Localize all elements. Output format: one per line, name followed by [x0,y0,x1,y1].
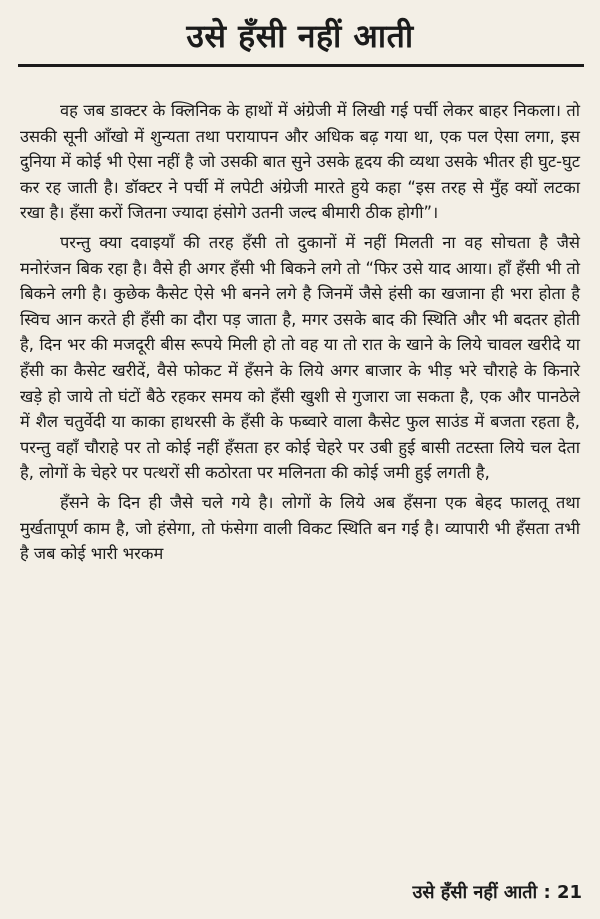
page-footer: उसे हँसी नहीं आती : 21 [412,882,582,903]
paragraph-1: वह जब डाक्टर के क्लिनिक के हाथों में अंग्रेजी में लिखी गई पर्ची लेकर बाहर निकला। तो उसकी सूनी आँखो में शुन्यता तथा परायापन और अधिक बढ़ गया था, एक पल ऐसा लगा, इस दुनिया में कोई भी ऐसा नहीं है जो उसकी बात सुने उसके हृदय की व्यथा उसके भीतर ही घुट-घुट कर रह जाती है। डॉक्टर ने पर्ची में लपेटी अंग्रेजी मारते हुये कहा “इस तरह से मुँह क्यों लटका रखा है। हँसा करों जितना ज्यादा हंसोगे उतनी जल्द बीमारी ठीक होगी”। [20,101,580,223]
body-text [20,98,580,571]
title-underline [18,64,584,67]
paragraph-3: हँसने के दिन ही जैसे चले गये है। लोगों के लिये अब हँसना एक बेहद फालतू तथा मुर्खतापूर्ण काम है, जो हंसेगा, तो फंसेगा वाली विकट स्थिति बन गई है। व्यापारी भी हँसता तभी है जब कोई भारी भरकम [20,492,580,564]
paragraph-2: परन्तु क्या दवाइयाँ की तरह हँसी तो दुकानों में नहीं मिलती ना वह सोचता है जैसे मनोरंजन बिक रहा है। वैसे ही अगर हँसी भी बिकने लगे तो “फिर उसे याद आया। हाँ हँसी भी तो बिकने लगी है। कुछेक कैसेट ऐसे भी बनने लगे है जिनमें जैसे हंसी का खजाना ही भरा होता है स्विच आन करते ही हँसी का दौरा पड़ जाता है, मगर उसके बाद की स्थिति और भी बदतर होती है, दिन भर की मजदूरी बीस रूपये मिली हो तो वह या तो रात के खाने के लिये चावल खरीदे या हँसी का कैसेट खरीदें, वैसे फोकट में हँसने के लिये अगर बाजार के भीड़ भरे चौराहे के किनारे खड़े हो जाये तो घंटों बैठे रहकर समय को हँसी खुशी से गुजारा जा सकता है, एक और पानठेले में शैल चतुर्वेदी या काका हाथरसी के हँसी के फब्वारे वाला कैसेट फुल साउंड में बजता रहता है, परन्तु वहाँ चौराहे पर तो कोई नहीं हँसता हर कोई चेहरे पर उबी हुई बासी तटस्ता लिये चल देता है, लोगों के चेहरे पर पत्थरों सी कठोरता पर मलिनता की कोई जमी हुई लगती है, [20,232,580,483]
page-title: उसे हँसी नहीं आती [186,17,414,55]
